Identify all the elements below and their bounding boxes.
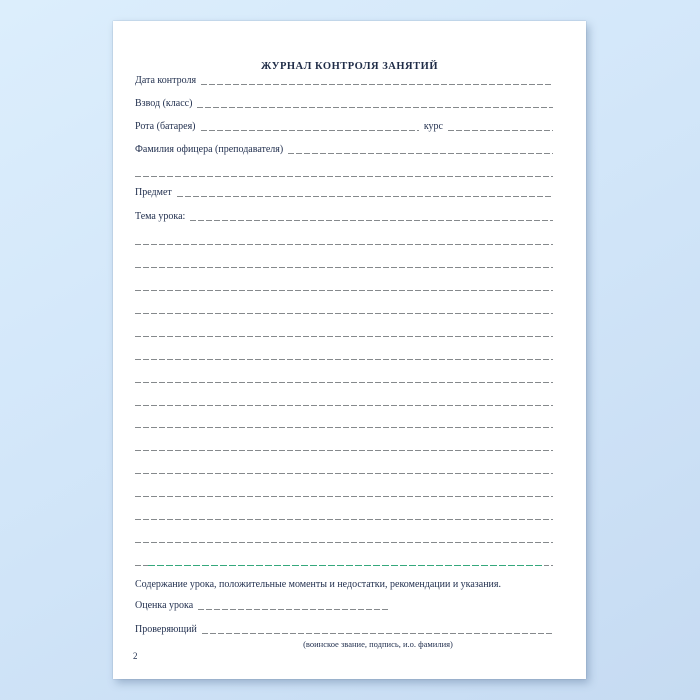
date-fill-line (201, 84, 553, 85)
company-label: Рота (батарея) (135, 121, 196, 132)
inspector-caption: (воинское звание, подпись, и.о. фамилия) (303, 639, 453, 649)
page-title: ЖУРНАЛ КОНТРОЛЯ ЗАНЯТИЙ (261, 61, 438, 72)
ruled-line (135, 359, 553, 360)
company-fill-line (201, 130, 419, 131)
ruled-line (135, 313, 553, 314)
platoon-fill-line (197, 107, 553, 108)
field-row-inspector (135, 622, 553, 636)
ruled-line (135, 290, 553, 291)
field-row-topic (135, 209, 553, 223)
field-row-platoon (135, 96, 553, 110)
ruled-line (135, 450, 553, 451)
topic-fill-line (190, 220, 553, 221)
course-fill-line (448, 130, 553, 131)
ruled-line (135, 405, 553, 406)
ruled-line (135, 244, 553, 245)
ruled-line (135, 519, 553, 520)
spacer-fill-line (135, 176, 553, 177)
ruled-line (135, 382, 553, 383)
ruled-line (135, 473, 553, 474)
inspector-caption-row (135, 639, 553, 649)
content-note-text: Содержание урока, положительные моменты и недостатки, рекомендации и указания. (135, 579, 502, 590)
ruled-line (135, 496, 553, 497)
ruled-line (135, 427, 553, 428)
ruled-line (135, 336, 553, 337)
inspector-caption-spacer (135, 639, 203, 649)
subject-fill-line (177, 196, 553, 197)
field-row-grade (135, 598, 553, 612)
field-row-officer (135, 142, 553, 156)
officer-label: Фамилия офицера (преподавателя) (135, 144, 284, 155)
ruled-line-green-overlay (148, 565, 544, 566)
grade-fill-line (198, 609, 388, 610)
ruled-line (135, 267, 553, 268)
document-page (113, 21, 586, 679)
topic-label: Тема урока: (135, 211, 186, 222)
ruled-line-accent (135, 565, 553, 566)
inspector-label: Проверяющий (135, 624, 197, 635)
course-label: курс (423, 121, 443, 132)
page-number: 2 (133, 651, 138, 661)
date-label: Дата контроля (135, 75, 197, 86)
field-row-company (135, 119, 553, 133)
ruled-line (135, 542, 553, 543)
officer-fill-line (288, 153, 553, 154)
inspector-fill-line (202, 633, 553, 634)
grade-label: Оценка урока (135, 600, 194, 611)
platoon-label: Взвод (класс) (135, 98, 193, 109)
spacer-line-row (135, 165, 553, 179)
subject-label: Предмет (135, 187, 172, 198)
field-row-subject (135, 185, 553, 199)
field-row-date (135, 73, 553, 87)
